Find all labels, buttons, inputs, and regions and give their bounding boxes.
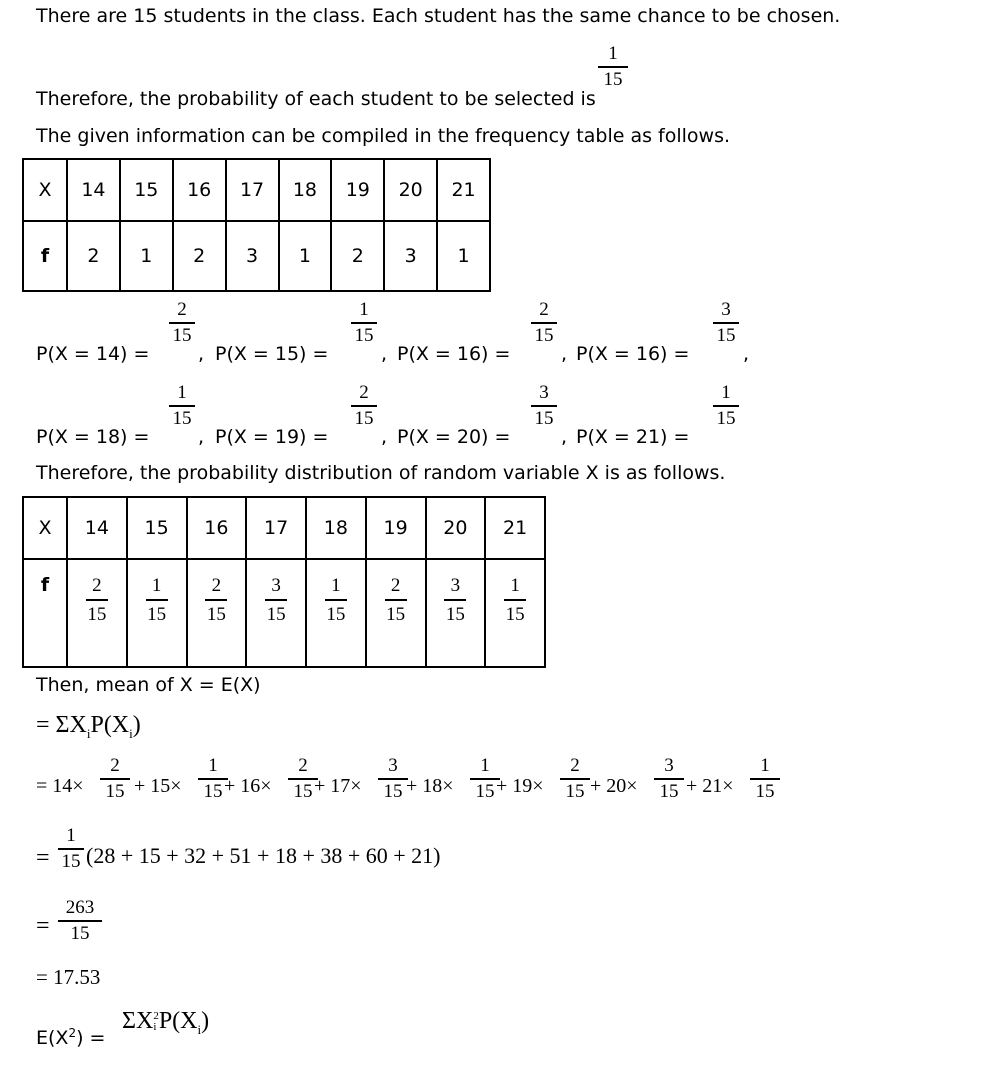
fraction-bar [444, 599, 466, 601]
prob-lhs: P(X = 21) = [576, 426, 690, 448]
fraction-bar [58, 920, 102, 922]
p-numerator: 1 [510, 575, 520, 596]
f-cell: 1 [437, 221, 490, 291]
prob-denominator: 15 [534, 407, 554, 429]
step-2-denominator: 15 [61, 850, 81, 872]
p-fraction [205, 575, 227, 625]
expansion-fraction [654, 756, 684, 802]
prob-numerator: 1 [177, 382, 187, 403]
x-cell: 15 [120, 159, 173, 221]
expansion-fraction [378, 756, 408, 802]
f-cell: 2 [331, 221, 384, 291]
prob-numerator: 1 [359, 299, 369, 320]
fraction-bar [146, 599, 168, 601]
intro-fraction-numerator: 1 [608, 43, 618, 64]
frequency-table [22, 158, 491, 292]
p-numerator: 1 [331, 575, 341, 596]
expansion-denominator: 15 [475, 780, 495, 802]
expansion-denominator: 15 [565, 780, 585, 802]
expansion-term-prefix: + 17× [314, 775, 362, 797]
prob-denominator: 15 [172, 407, 192, 429]
fraction-bar [325, 599, 347, 601]
intro-line-1: There are 15 students in the class. Each student has the same chance to be chosen. [36, 5, 841, 27]
x-cell: 20 [426, 497, 486, 559]
prob-numerator: 2 [539, 299, 549, 320]
x-cell: 21 [437, 159, 490, 221]
p-cell [246, 559, 306, 667]
subscript: i [129, 725, 133, 741]
expansion-term-prefix: + 15× [134, 775, 182, 797]
fraction-bar [351, 405, 377, 407]
p-denominator: 15 [445, 603, 465, 625]
fraction-bar [750, 778, 780, 780]
subscript: i [153, 1021, 157, 1034]
f-cell: 1 [120, 221, 173, 291]
fraction-bar [378, 778, 408, 780]
step-2-numerator: 1 [66, 825, 76, 846]
prob-denominator: 15 [534, 324, 554, 346]
x-cell: 17 [246, 497, 306, 559]
p-fraction [385, 575, 407, 625]
p-fraction [86, 575, 108, 625]
ex2-part: ) [201, 1008, 210, 1034]
fraction-bar [86, 599, 108, 601]
step-2-fraction [58, 826, 84, 872]
expansion-fraction [750, 756, 780, 802]
subscript: i [197, 1021, 202, 1037]
distribution-heading: Therefore, the probability distribution of random variable X is as follows. [36, 462, 726, 484]
x-cell: 17 [226, 159, 279, 221]
fraction-bar [713, 405, 739, 407]
fraction-bar [598, 66, 628, 68]
step-3-denominator: 15 [70, 922, 90, 944]
f-cell: 2 [67, 221, 120, 291]
expansion-denominator: 15 [659, 780, 679, 802]
prob-fraction [169, 383, 195, 429]
p-fraction [146, 575, 168, 625]
f-header-cell: f [23, 221, 67, 291]
prob-numerator: 3 [539, 382, 549, 403]
frequency-table-x-row [23, 159, 490, 221]
x-cell: 15 [127, 497, 187, 559]
expansion-denominator: 15 [293, 780, 313, 802]
p-cell [67, 559, 127, 667]
step-2-equals: = [36, 845, 50, 871]
ex2-part: ΣX [122, 1008, 154, 1034]
prob-numerator: 2 [359, 382, 369, 403]
p-cell [485, 559, 545, 667]
fraction-bar [385, 599, 407, 601]
prob-fraction [531, 300, 557, 346]
p-numerator: 2 [211, 575, 222, 596]
fraction-bar [504, 599, 526, 601]
x-cell: 18 [306, 497, 366, 559]
prob-lhs: P(X = 18) = [36, 426, 150, 448]
expansion-denominator: 15 [383, 780, 403, 802]
mean-formula-part: ) [132, 712, 141, 738]
mean-formula [36, 712, 141, 742]
expansion-term-prefix: + 19× [496, 775, 544, 797]
x-cell: 19 [366, 497, 426, 559]
expansion-fraction [100, 756, 130, 802]
p-fraction [325, 575, 347, 625]
x-cell: 20 [384, 159, 437, 221]
p-cell [127, 559, 187, 667]
ex2-part: P(X [158, 1008, 198, 1034]
prob-lhs: P(X = 16) = [576, 343, 690, 365]
mean-formula-part: = ΣX [36, 712, 87, 738]
distribution-table-f-row [23, 559, 545, 667]
x-cell: 19 [331, 159, 384, 221]
expansion-term-prefix: + 21× [686, 775, 734, 797]
f-cell: 2 [173, 221, 226, 291]
p-numerator: 1 [151, 575, 162, 596]
prob-lhs: P(X = 14) = [36, 343, 150, 365]
frequency-table-f-row [23, 221, 490, 291]
ex2-script [153, 1011, 159, 1033]
expansion-numerator: 2 [298, 755, 308, 776]
prob-fraction [351, 300, 377, 346]
expansion-numerator: 3 [664, 755, 674, 776]
p-denominator: 15 [505, 603, 525, 625]
prob-denominator: 15 [172, 324, 192, 346]
expansion-term-prefix: + 18× [406, 775, 454, 797]
p-numerator: 2 [92, 575, 102, 596]
expansion-denominator: 15 [105, 780, 125, 802]
mean-result: = 17.53 [36, 965, 101, 989]
fraction-bar [654, 778, 684, 780]
x-header-cell: X [23, 159, 67, 221]
p-cell [366, 559, 426, 667]
prob-separator: , [561, 426, 568, 448]
expansion-numerator: 1 [760, 755, 770, 776]
ex2-lhs [36, 1026, 105, 1049]
prob-lhs: P(X = 19) = [215, 426, 329, 448]
expansion-term-prefix: = 14× [36, 775, 84, 797]
prob-separator: , [198, 426, 205, 448]
expansion-numerator: 3 [388, 755, 398, 776]
expansion-numerator: 2 [110, 755, 120, 776]
ex2-rhs [122, 1008, 209, 1038]
prob-fraction [713, 383, 739, 429]
expansion-denominator: 15 [203, 780, 223, 802]
prob-fraction [713, 300, 739, 346]
f-cell: 3 [384, 221, 437, 291]
prob-separator: , [381, 426, 388, 448]
ex2-part: ) = [76, 1027, 106, 1050]
fraction-bar [351, 322, 377, 324]
prob-fraction [351, 383, 377, 429]
p-cell [306, 559, 366, 667]
f-cell: 1 [279, 221, 332, 291]
fraction-bar [169, 405, 195, 407]
x-cell: 18 [279, 159, 332, 221]
step-3-numerator: 263 [65, 897, 95, 918]
prob-fraction [169, 300, 195, 346]
superscript: 2 [153, 1010, 159, 1023]
prob-fraction [531, 383, 557, 429]
x-cell: 14 [67, 497, 127, 559]
expansion-numerator: 2 [570, 755, 580, 776]
fraction-bar [58, 848, 84, 850]
prob-numerator: 3 [721, 299, 731, 320]
step-3-equals: = [36, 913, 50, 939]
p-denominator: 15 [87, 603, 107, 625]
prob-separator: , [381, 343, 388, 365]
p-fraction [504, 575, 526, 625]
distribution-table-x-row [23, 497, 545, 559]
prob-denominator: 15 [716, 324, 736, 346]
subscript: i [86, 725, 91, 741]
expansion-numerator: 1 [480, 755, 490, 776]
f-header-cell: f [23, 559, 67, 667]
expansion-denominator: 15 [755, 780, 775, 802]
x-cell: 16 [187, 497, 247, 559]
intro-fraction [598, 44, 628, 90]
prob-numerator: 2 [177, 299, 187, 320]
prob-numerator: 1 [721, 382, 731, 403]
intro-line-2: Therefore, the probability of each student to be selected is [36, 88, 596, 110]
p-denominator: 15 [326, 603, 346, 625]
prob-separator: , [743, 343, 750, 365]
x-cell: 21 [485, 497, 545, 559]
mean-heading: Then, mean of X = E(X) [36, 674, 261, 696]
p-cell [426, 559, 486, 667]
prob-denominator: 15 [716, 407, 736, 429]
fraction-bar [531, 405, 557, 407]
f-cell: 3 [226, 221, 279, 291]
expansion-fraction [560, 756, 590, 802]
prob-separator: , [561, 343, 568, 365]
p-denominator: 15 [266, 603, 286, 625]
fraction-bar [169, 322, 195, 324]
p-numerator: 3 [450, 575, 461, 596]
prob-lhs: P(X = 16) = [397, 343, 511, 365]
fraction-bar [205, 599, 227, 601]
p-cell [187, 559, 247, 667]
p-fraction [265, 575, 287, 625]
intro-fraction-denominator: 15 [603, 68, 623, 90]
p-numerator: 3 [271, 575, 281, 596]
fraction-bar [100, 778, 130, 780]
mean-formula-part: P(X [90, 712, 130, 738]
fraction-bar [265, 599, 287, 601]
expansion-term-prefix: + 20× [590, 775, 638, 797]
prob-lhs: P(X = 20) = [397, 426, 511, 448]
p-denominator: 15 [206, 603, 226, 625]
distribution-table [22, 496, 546, 668]
step-3-fraction [58, 898, 102, 944]
prob-denominator: 15 [354, 407, 374, 429]
x-cell: 16 [173, 159, 226, 221]
p-denominator: 15 [386, 603, 406, 625]
expansion-numerator: 1 [208, 755, 218, 776]
p-denominator: 15 [147, 603, 167, 625]
fraction-bar [531, 322, 557, 324]
intro-line-3: The given information can be compiled in the frequency table as follows. [36, 125, 731, 147]
fraction-bar [713, 322, 739, 324]
x-header-cell: X [23, 497, 67, 559]
prob-separator: , [198, 343, 205, 365]
step-2-sum: (28 + 15 + 32 + 51 + 18 + 38 + 60 + 21) [86, 843, 441, 868]
expansion-term-prefix: + 16× [224, 775, 272, 797]
p-fraction [444, 575, 466, 625]
prob-lhs: P(X = 15) = [215, 343, 329, 365]
prob-denominator: 15 [354, 324, 374, 346]
p-numerator: 2 [390, 575, 401, 596]
fraction-bar [560, 778, 590, 780]
x-cell: 14 [67, 159, 120, 221]
ex2-part: E(X [36, 1027, 69, 1050]
superscript: 2 [68, 1026, 77, 1040]
